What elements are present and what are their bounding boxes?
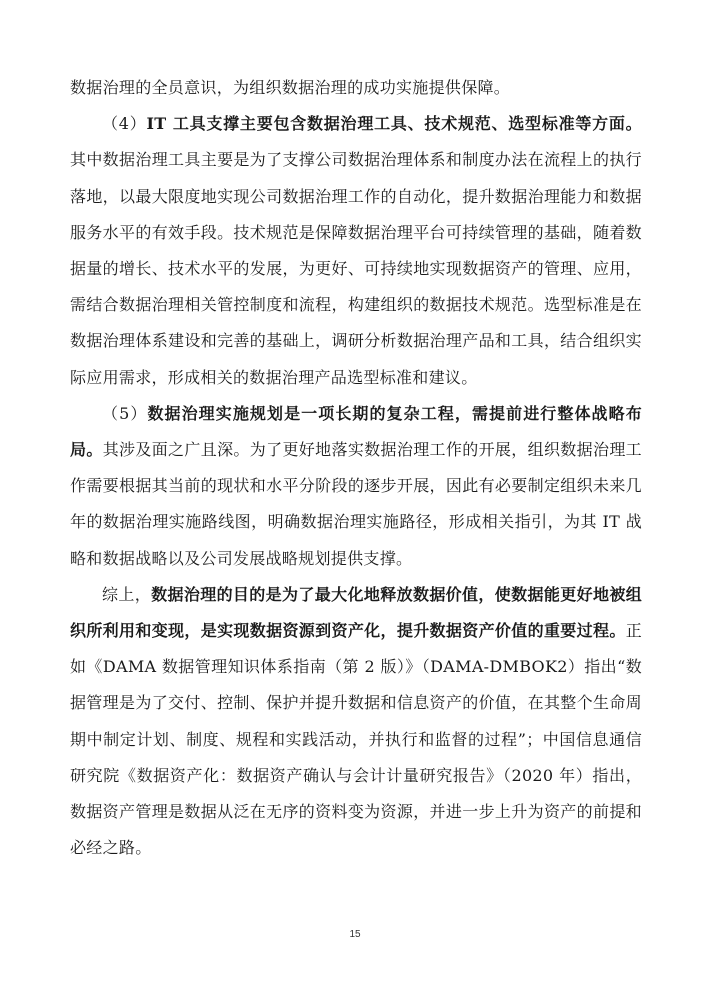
paragraph-text: 其涉及面之广且深。为了更好地落实数据治理工作的开展，组织数据治理工作需要根据其当前的现状和水平分阶段的逐步开展，因此有必要制定组织未来几年的数据治理实施路线图，明确数据治理实施路径，形成相关指引，为其 IT 战略和数据战略以及公司发展战略规划提供支撑。 bbox=[70, 440, 642, 568]
paragraph-bold-statement: 数据治理的目的是为了最大化地释放数据价值，使数据能更好地被组织所利用和变现，是实现数据资源到资产化，提升数据资产价值的重要过程。 bbox=[70, 584, 642, 641]
paragraph-number: （4） bbox=[102, 114, 147, 134]
paragraph-it-tools bbox=[70, 106, 642, 396]
paragraph-text: 正如《DAMA 数据管理知识体系指南（第 2 版）》（DAMA-DMBOK2）指出“数据管理是为了交付、控制、保护并提升数据和信息资产的价值，在其整个生命周期中制定计划、制度、规程和实践活动，并执行和监督的过程”；中国信息通信研究院《数据资产化：数据资产确认与会计计量研究报告》（2020 年）指出，数据资产管理是数据从泛在无序的资料变为资源，并进一步上升为资产的前提和必经之路。 bbox=[70, 621, 642, 858]
paragraph-text: 数据治理的全员意识，为组织数据治理的成功实施提供保障。 bbox=[70, 78, 511, 97]
paragraph-lead: 综上， bbox=[102, 584, 152, 604]
paragraph-number: （5） bbox=[102, 403, 148, 423]
paragraph-bold-heading: IT 工具支撑主要包含数据治理工具、技术规范、选型标准等方面。 bbox=[146, 114, 642, 134]
paragraph-implementation-plan bbox=[70, 396, 642, 577]
paragraph-summary bbox=[70, 577, 642, 867]
paragraph-bold-heading: 数据治理实施规划是一项长期的复杂工程，需提前进行整体战略布局。 bbox=[70, 403, 642, 460]
paragraph-continuation bbox=[70, 70, 642, 106]
paragraph-text: 其中数据治理工具主要是为了支撑公司数据治理体系和制度办法在流程上的执行落地，以最大限度地实现公司数据治理工作的自动化，提升数据治理能力和数据服务水平的有效手段。技术规范是保障数据治理平台可持续管理的基础，随着数据量的增长、技术水平的发展，为更好、可持续地实现数据资产的管理、应用，需结合数据治理相关管控制度和流程，构建组织的数据技术规范。选型标准是在数据治理体系建设和完善的基础上，调研分析数据治理产品和工具，结合组织实际应用需求，形成相关的数据治理产品选型标准和建议。 bbox=[70, 150, 642, 387]
page-number: 15 bbox=[349, 929, 361, 940]
document-body bbox=[70, 70, 642, 866]
